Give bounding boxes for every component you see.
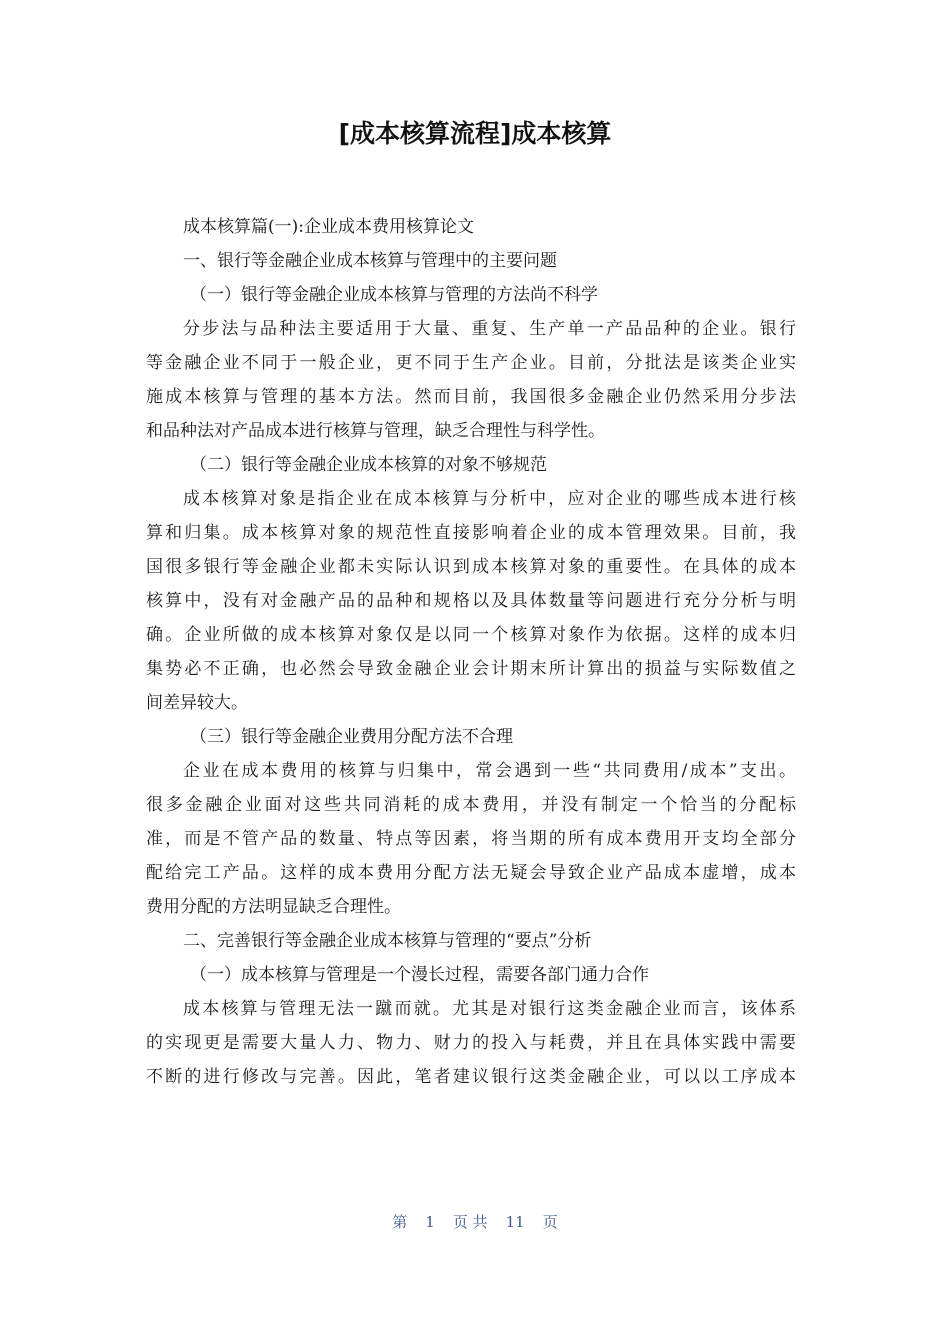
text-line: 成本核算篇(一):企业成本费用核算论文 [183,217,474,237]
text-line: （三）银行等金融企业费用分配方法不合理 [190,727,513,747]
text-line: 等金融企业不同于一般企业，更不同于生产企业。目前，分批法是该类企业实 [146,353,796,373]
footer-middle: 页 共 [452,1213,488,1231]
document-title: [成本核算流程]成本核算 [338,119,612,148]
text-line: 施成本核算与管理的基本方法。然而目前，我国很多金融企业仍然采用分步法 [146,387,796,407]
page-footer [0,1210,950,1234]
text-line: 准，而是不管产品的数量、特点等因素，将当期的所有成本费用开支均全部分 [146,829,796,849]
text-line: 成本核算对象是指企业在成本核算与分析中，应对企业的哪些成本进行核 [183,489,796,509]
text-line: 分步法与品种法主要适用于大量、重复、生产单一产品品种的企业。银行 [183,319,796,339]
text-line: 配给完工产品。这样的成本费用分配方法无疑会导致企业产品成本虚增，成本 [146,863,796,883]
text-line: 一、银行等金融企业成本核算与管理中的主要问题 [183,251,557,271]
text-line: 的实现更是需要大量人力、物力、财力的投入与耗费，并且在具体实践中需要 [146,1033,796,1053]
text-line: 不断的进行修改与完善。因此，笔者建议银行这类金融企业，可以以工序成本 [146,1067,796,1087]
text-line: 间差异较大。 [146,693,248,713]
text-line: （一）成本核算与管理是一个漫长过程，需要各部门通力合作 [190,965,649,985]
document-body [146,210,796,1094]
footer-prefix: 第 [392,1213,408,1231]
text-line: 成本核算与管理无法一蹴而就。尤其是对银行这类金融企业而言，该体系 [183,999,796,1019]
text-line: 和品种法对产品成本进行核算与管理，缺乏合理性与科学性。 [146,421,605,441]
text-line: 费用分配的方法明显缺乏合理性。 [146,897,401,917]
text-line: 集势必不正确，也必然会导致金融企业会计期末所计算出的损益与实际数值之 [146,659,796,679]
footer-page-number: 1 [425,1213,435,1231]
footer-suffix: 页 [542,1213,558,1231]
text-line: 很多金融企业面对这些共同消耗的成本费用，并没有制定一个恰当的分配标 [146,795,796,815]
footer-total-pages: 11 [505,1213,525,1231]
text-line: 算和归集。成本核算对象的规范性直接影响着企业的成本管理效果。目前，我 [146,523,796,543]
text-line: 企业在成本费用的核算与归集中，常会遇到一些“共同费用/成本”支出。 [183,761,796,781]
text-line: （二）银行等金融企业成本核算的对象不够规范 [190,455,547,475]
text-line: 核算中，没有对金融产品的品种和规格以及具体数量等问题进行充分分析与明 [146,591,796,611]
text-line: 确。企业所做的成本核算对象仅是以同一个核算对象作为依据。这样的成本归 [146,625,796,645]
text-line: 二、完善银行等金融企业成本核算与管理的“要点”分析 [183,931,592,951]
text-line: （一）银行等金融企业成本核算与管理的方法尚不科学 [190,285,598,305]
text-line: 国很多银行等金融企业都未实际认识到成本核算对象的重要性。在具体的成本 [146,557,796,577]
